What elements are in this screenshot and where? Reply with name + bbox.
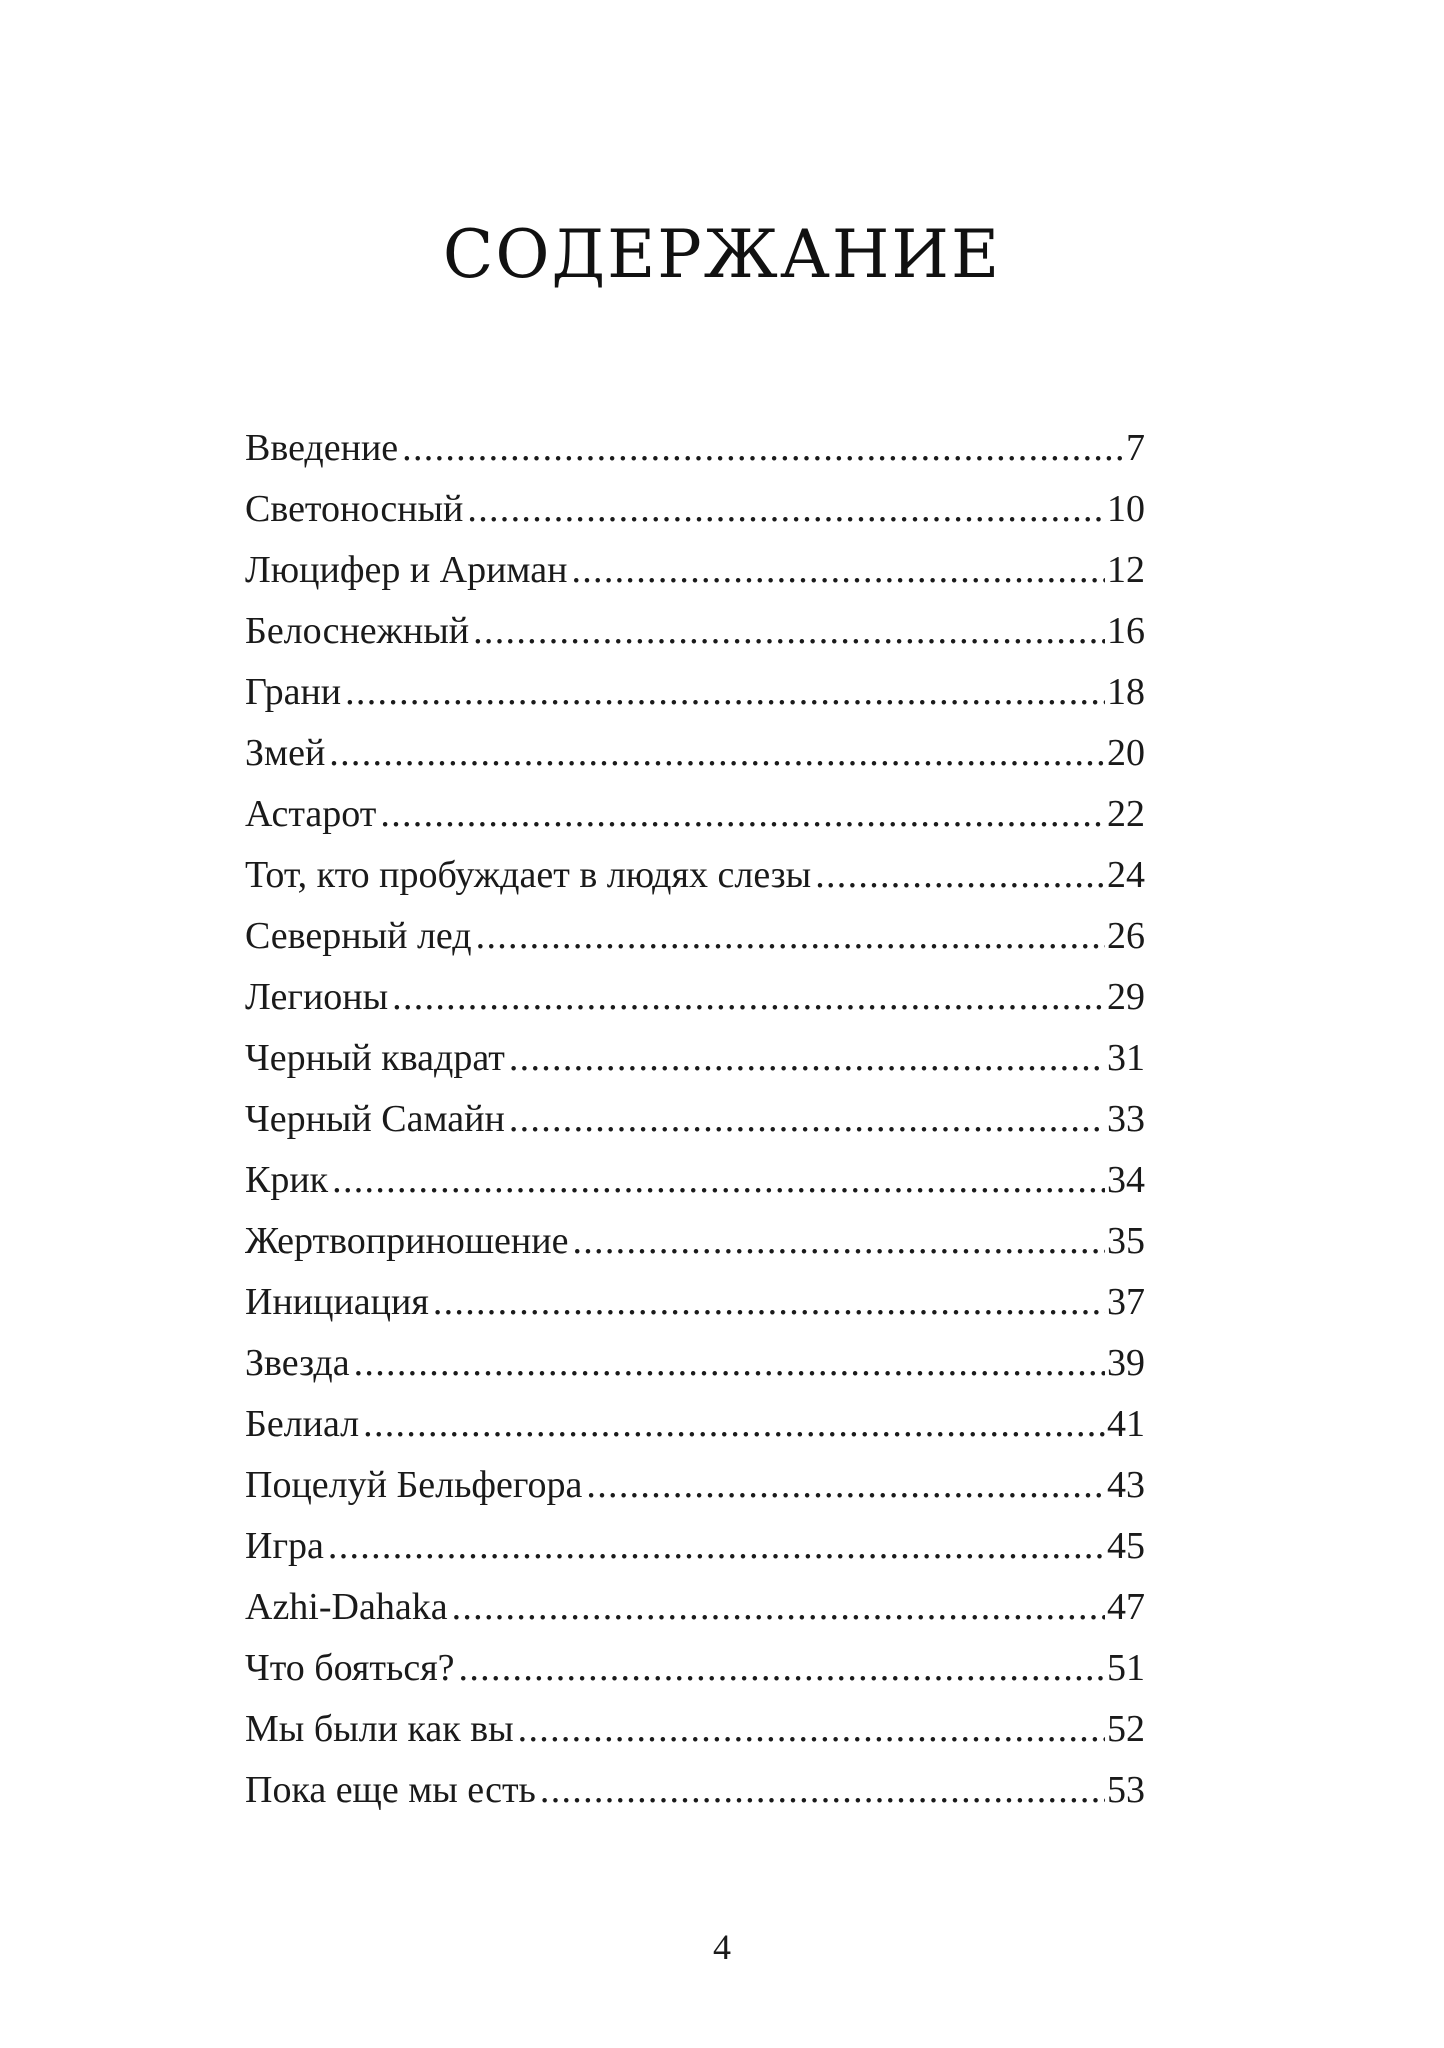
- toc-entry: [245, 967, 1145, 1028]
- toc-entry-page: 45: [1107, 1525, 1145, 1567]
- toc-entry-title: Змей: [245, 732, 326, 774]
- toc-entry-title: Белиал: [245, 1403, 360, 1445]
- dot-leader: [329, 723, 1105, 784]
- toc-entry-title: Пока еще мы есть: [245, 1769, 536, 1811]
- toc-entry-page: 31: [1107, 1037, 1145, 1079]
- toc-entry-page: 22: [1107, 793, 1145, 835]
- toc-entry-title: Поцелуй Бельфегора: [245, 1464, 583, 1506]
- dot-leader: [509, 1089, 1105, 1150]
- toc-entry: [245, 1333, 1145, 1394]
- toc-entry: [245, 540, 1145, 601]
- toc-entry-page: 34: [1107, 1159, 1145, 1201]
- toc-entry-page: 16: [1107, 610, 1145, 652]
- toc-entry-title: Жертвоприношение: [245, 1220, 569, 1262]
- toc-entry-title: Мы были как вы: [245, 1708, 514, 1750]
- dot-leader: [380, 784, 1105, 845]
- toc-entry-page: 47: [1107, 1586, 1145, 1628]
- toc-entry: [245, 662, 1145, 723]
- contents-heading: СОДЕРЖАНИЕ: [442, 216, 1002, 293]
- toc-entry: [245, 1455, 1145, 1516]
- dot-leader: [473, 601, 1105, 662]
- dot-leader: [572, 1211, 1105, 1272]
- table-of-contents: [245, 418, 1145, 1821]
- toc-entry-title: Люцифер и Ариман: [245, 549, 568, 591]
- dot-leader: [459, 1638, 1105, 1699]
- dot-leader: [509, 1028, 1105, 1089]
- toc-entry-page: 53: [1107, 1769, 1145, 1811]
- toc-entry-page: 39: [1107, 1342, 1145, 1384]
- toc-entry-title: Северный лед: [245, 915, 472, 957]
- dot-leader: [815, 845, 1105, 906]
- dot-leader: [540, 1760, 1105, 1821]
- page-number: 4: [713, 1927, 731, 1967]
- toc-entry: [245, 1638, 1145, 1699]
- dot-leader: [402, 418, 1124, 479]
- toc-entry-page: 43: [1107, 1464, 1145, 1506]
- toc-entry-title: Крик: [245, 1159, 329, 1201]
- toc-entry: [245, 906, 1145, 967]
- toc-entry-page: 52: [1107, 1708, 1145, 1750]
- toc-entry: [245, 1699, 1145, 1760]
- toc-entry: [245, 601, 1145, 662]
- toc-entry-title: Звезда: [245, 1342, 350, 1384]
- dot-leader: [433, 1272, 1105, 1333]
- toc-entry-page: 35: [1107, 1220, 1145, 1262]
- toc-entry: [245, 845, 1145, 906]
- toc-entry-title: Тот, кто пробуждает в людях слезы: [245, 854, 812, 896]
- toc-entry-page: 24: [1107, 854, 1145, 896]
- dot-leader: [363, 1394, 1105, 1455]
- dot-leader: [518, 1699, 1105, 1760]
- toc-entry: [245, 1760, 1145, 1821]
- dot-leader: [467, 479, 1105, 540]
- toc-entry: [245, 418, 1145, 479]
- toc-entry: [245, 479, 1145, 540]
- toc-entry: [245, 1272, 1145, 1333]
- toc-entry-title: Azhi-Dahaka: [245, 1586, 448, 1628]
- toc-entry: [245, 1150, 1145, 1211]
- toc-entry-page: 51: [1107, 1647, 1145, 1689]
- dot-leader: [476, 906, 1105, 967]
- toc-entry-title: Что бояться?: [245, 1647, 455, 1689]
- toc-entry: [245, 1089, 1145, 1150]
- toc-entry-page: 26: [1107, 915, 1145, 957]
- toc-entry-page: 12: [1107, 549, 1145, 591]
- toc-entry: [245, 1028, 1145, 1089]
- toc-entry: [245, 1211, 1145, 1272]
- toc-entry-title: Легионы: [245, 976, 389, 1018]
- toc-entry-page: 37: [1107, 1281, 1145, 1323]
- toc-entry-title: Черный квадрат: [245, 1037, 505, 1079]
- toc-entry-title: Черный Самайн: [245, 1098, 505, 1140]
- toc-entry: [245, 1577, 1145, 1638]
- toc-entry-title: Светоносный: [245, 488, 464, 530]
- dot-leader: [452, 1577, 1105, 1638]
- toc-entry-page: 10: [1107, 488, 1145, 530]
- dot-leader: [571, 540, 1105, 601]
- toc-entry-page: 29: [1107, 976, 1145, 1018]
- toc-entry: [245, 723, 1145, 784]
- dot-leader: [328, 1516, 1105, 1577]
- toc-entry-title: Астарот: [245, 793, 377, 835]
- dot-leader: [332, 1150, 1105, 1211]
- toc-entry-page: 7: [1126, 427, 1145, 469]
- dot-leader: [345, 662, 1105, 723]
- toc-entry-page: 20: [1107, 732, 1145, 774]
- toc-entry-title: Введение: [245, 427, 399, 469]
- toc-entry-title: Белоснежный: [245, 610, 470, 652]
- toc-entry-page: 18: [1107, 671, 1145, 713]
- toc-entry: [245, 1394, 1145, 1455]
- toc-entry-title: Инициация: [245, 1281, 429, 1323]
- toc-entry: [245, 1516, 1145, 1577]
- toc-entry-page: 41: [1107, 1403, 1145, 1445]
- toc-entry-title: Игра: [245, 1525, 324, 1567]
- dot-leader: [586, 1455, 1105, 1516]
- toc-entry-page: 33: [1107, 1098, 1145, 1140]
- toc-entry-title: Грани: [245, 671, 342, 713]
- dot-leader: [354, 1333, 1105, 1394]
- toc-entry: [245, 784, 1145, 845]
- dot-leader: [392, 967, 1105, 1028]
